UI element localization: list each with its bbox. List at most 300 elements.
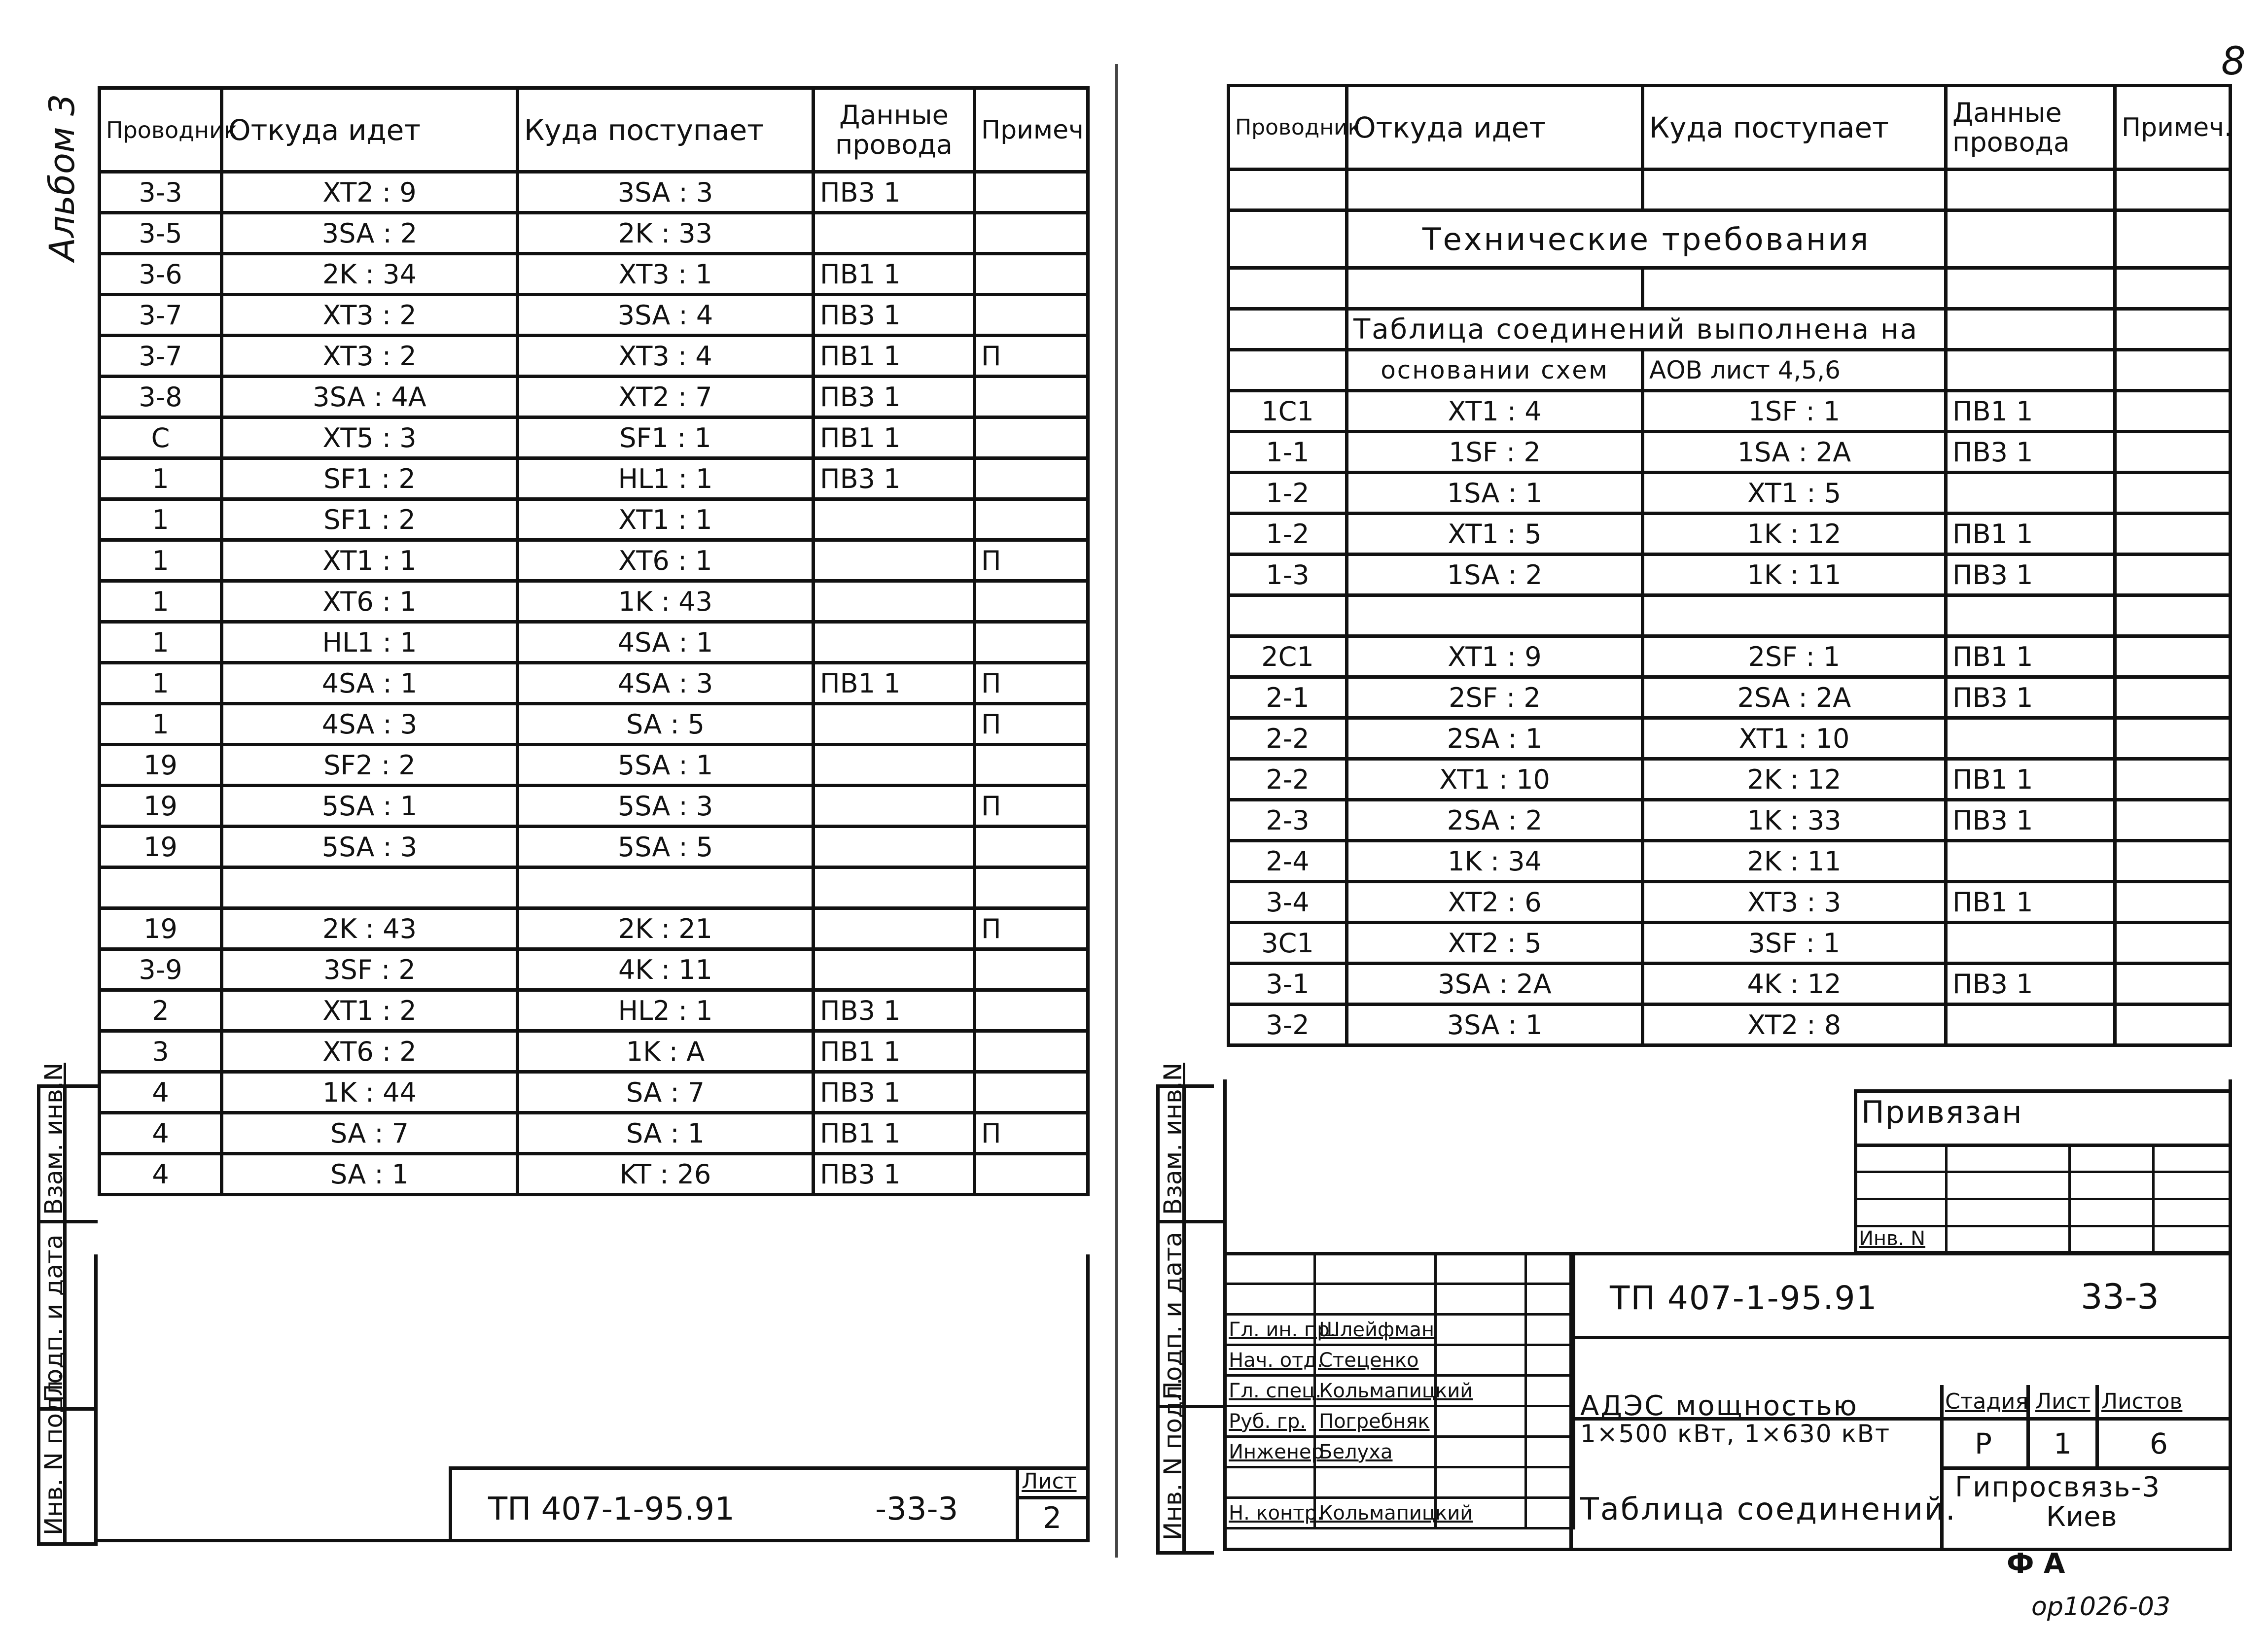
conductor-cell: 1 xyxy=(100,499,222,540)
from-cell: SA : 7 xyxy=(222,1113,518,1154)
note-cell xyxy=(975,499,1088,540)
signature-cell xyxy=(1436,1437,1526,1467)
note-cell xyxy=(2115,964,2231,1005)
doc-title: Таблица соединений. xyxy=(1580,1491,1957,1527)
table-row xyxy=(100,745,1088,786)
from-cell xyxy=(1347,595,1643,636)
table-row xyxy=(100,581,1088,622)
wire-cell: ПВ3 1 xyxy=(814,1072,975,1113)
note-line-2b: АОВ лист 4,5,6 xyxy=(1643,350,1946,391)
to-cell: 1K : 12 xyxy=(1643,514,1946,555)
note-cell xyxy=(975,1154,1088,1195)
wire-cell: ПВ1 1 xyxy=(814,1113,975,1154)
conductor-cell: 1 xyxy=(100,704,222,745)
to-cell xyxy=(1643,595,1946,636)
left-header-wire: Данные провода xyxy=(814,88,975,172)
table-row xyxy=(100,458,1088,499)
conductor-cell: 19 xyxy=(100,827,222,868)
from-cell xyxy=(222,868,518,908)
signer-row xyxy=(1225,1437,1574,1467)
left-header-conductor: Проводник xyxy=(100,88,222,172)
note-cell: П xyxy=(975,908,1088,949)
signer-row xyxy=(1225,1345,1574,1376)
from-cell: 1K : 34 xyxy=(1347,841,1643,882)
conductor-cell: 2-3 xyxy=(1229,800,1347,841)
table-row xyxy=(1229,432,2231,473)
left-stamp-sheet: 2 xyxy=(1043,1501,1062,1535)
from-cell: XT5 : 3 xyxy=(222,417,518,458)
signature-cell xyxy=(1436,1315,1526,1345)
wire-cell: ПВ1 1 xyxy=(1946,882,2115,923)
right-side-label-inv: Инв. N подл. xyxy=(1159,1377,1187,1540)
from-cell: SF1 : 2 xyxy=(222,458,518,499)
signer-name: Белуха xyxy=(1315,1437,1436,1467)
conductor-cell: 2-2 xyxy=(1229,718,1347,759)
wire-cell: ПВ3 1 xyxy=(1946,964,2115,1005)
left-header-from: Откуда идет xyxy=(222,88,518,172)
date-cell xyxy=(1526,1376,1574,1406)
to-cell: XT6 : 1 xyxy=(518,540,814,581)
note-cell xyxy=(2115,923,2231,964)
wire-cell xyxy=(814,868,975,908)
table-row xyxy=(100,1113,1088,1154)
tech-requirements: Технические требования xyxy=(1347,210,1946,268)
note-cell: П xyxy=(975,540,1088,581)
table-row xyxy=(100,336,1088,377)
project-mark: 33-3 xyxy=(2081,1277,2159,1317)
wire-cell: ПВ3 1 xyxy=(1946,800,2115,841)
table-row xyxy=(100,622,1088,663)
to-cell: 1SF : 1 xyxy=(1643,391,1946,432)
signer-row xyxy=(1225,1498,1574,1528)
stage-value: Р xyxy=(1975,1427,1992,1460)
note-cell xyxy=(975,1072,1088,1113)
left-header-to: Куда поступает xyxy=(518,88,814,172)
note-cell: П xyxy=(975,336,1088,377)
from-cell: XT1 : 2 xyxy=(222,990,518,1031)
from-cell: 5SA : 3 xyxy=(222,827,518,868)
note-cell xyxy=(975,949,1088,990)
note-cell xyxy=(2115,882,2231,923)
from-cell: 2K : 43 xyxy=(222,908,518,949)
note-cell xyxy=(975,458,1088,499)
note-cell xyxy=(2115,432,2231,473)
table-row xyxy=(1229,964,2231,1005)
table-row xyxy=(1229,718,2231,759)
conductor-cell: 3-5 xyxy=(100,213,222,254)
signer-role: Нач. отд. xyxy=(1225,1345,1315,1376)
org-line-1: Гипросвязь-3 xyxy=(1955,1471,2161,1503)
right-side-label-sign: Подп. и дата xyxy=(1159,1232,1187,1400)
wire-cell xyxy=(814,499,975,540)
doc-title-line-1: АДЭС мощностью xyxy=(1580,1390,1858,1422)
wire-cell: ПВ1 1 xyxy=(1946,514,2115,555)
table-row xyxy=(100,868,1088,908)
to-cell: 5SA : 3 xyxy=(518,786,814,827)
from-cell: XT1 : 5 xyxy=(1347,514,1643,555)
table-row xyxy=(100,663,1088,704)
from-cell: 3SA : 1 xyxy=(1347,1005,1643,1045)
from-cell: 3SA : 2A xyxy=(1347,964,1643,1005)
date-cell xyxy=(1526,1467,1574,1498)
to-cell: 1K : 11 xyxy=(1643,555,1946,595)
table-row xyxy=(100,254,1088,295)
wire-cell xyxy=(1946,473,2115,514)
left-side-label-inv: Инв. N подл. xyxy=(39,1372,68,1535)
table-row xyxy=(100,499,1088,540)
to-cell: 4SA : 3 xyxy=(518,663,814,704)
from-cell: 2K : 34 xyxy=(222,254,518,295)
note-cell xyxy=(2115,841,2231,882)
note-cell xyxy=(975,417,1088,458)
right-side-label-replace: Взам. инв.N xyxy=(1159,1063,1187,1215)
table-row xyxy=(1229,473,2231,514)
to-cell: 1K : A xyxy=(518,1031,814,1072)
from-cell: XT2 : 9 xyxy=(222,172,518,213)
signer-role: Н. контр. xyxy=(1225,1498,1315,1528)
doc-title-line-2: 1×500 кВт, 1×630 кВт xyxy=(1580,1420,1891,1448)
footer-code: ор1026-03 xyxy=(2031,1592,2171,1622)
wire-cell xyxy=(814,827,975,868)
to-cell: 2SF : 1 xyxy=(1643,636,1946,677)
sheet-label: Лист xyxy=(2035,1389,2091,1414)
conductor-cell: 1-3 xyxy=(1229,555,1347,595)
to-cell: 4K : 11 xyxy=(518,949,814,990)
right-connection-table xyxy=(1227,84,2232,1047)
note-cell xyxy=(975,990,1088,1031)
to-cell: 2K : 11 xyxy=(1643,841,1946,882)
to-cell: 1K : 43 xyxy=(518,581,814,622)
stage-label: Стадия xyxy=(1945,1389,2028,1414)
left-header-note: Примеч. xyxy=(975,88,1088,172)
wire-cell xyxy=(814,704,975,745)
table-row xyxy=(100,786,1088,827)
conductor-cell: 3C1 xyxy=(1229,923,1347,964)
wire-cell xyxy=(814,540,975,581)
album-label: Альбом 3 xyxy=(42,94,82,261)
table-row xyxy=(100,704,1088,745)
conductor-cell xyxy=(1229,595,1347,636)
table-row xyxy=(100,949,1088,990)
table-row xyxy=(1229,882,2231,923)
wire-cell xyxy=(814,949,975,990)
wire-cell xyxy=(814,908,975,949)
to-cell: 4SA : 1 xyxy=(518,622,814,663)
to-cell: SA : 7 xyxy=(518,1072,814,1113)
table-row xyxy=(100,417,1088,458)
table-row xyxy=(1229,514,2231,555)
conductor-cell: 1-2 xyxy=(1229,514,1347,555)
left-stamp-sheet-label: Лист xyxy=(1022,1469,1077,1494)
conductor-cell: 19 xyxy=(100,786,222,827)
conductor-cell: 4 xyxy=(100,1154,222,1195)
sheets-value: 6 xyxy=(2150,1427,2168,1460)
note-cell xyxy=(975,1031,1088,1072)
left-side-label-sign: Подп. и дата xyxy=(39,1234,68,1402)
wire-cell xyxy=(1946,841,2115,882)
left-connection-table xyxy=(98,86,1090,1196)
wire-cell: ПВ1 1 xyxy=(814,254,975,295)
conductor-cell: 1 xyxy=(100,581,222,622)
conductor-cell: C xyxy=(100,417,222,458)
conductor-cell: 3-3 xyxy=(100,172,222,213)
from-cell: 4SA : 3 xyxy=(222,704,518,745)
note-cell xyxy=(975,254,1088,295)
org-line-2: Киев xyxy=(2046,1501,2117,1533)
conductor-cell: 3-4 xyxy=(1229,882,1347,923)
right-header-to: Куда поступает xyxy=(1643,86,1946,170)
wire-cell xyxy=(1946,718,2115,759)
note-cell: П xyxy=(975,704,1088,745)
table-row xyxy=(1229,636,2231,677)
right-header-note: Примеч. xyxy=(2115,86,2231,170)
from-cell: 3SA : 2 xyxy=(222,213,518,254)
table-row xyxy=(100,540,1088,581)
to-cell: SA : 5 xyxy=(518,704,814,745)
signer-name: Кольмапицкий xyxy=(1315,1376,1436,1406)
date-cell xyxy=(1526,1437,1574,1467)
table-row xyxy=(100,1031,1088,1072)
wire-cell: ПВ1 1 xyxy=(1946,636,2115,677)
table-row xyxy=(1229,1005,2231,1045)
note-cell xyxy=(2115,677,2231,718)
date-cell xyxy=(1526,1345,1574,1376)
wire-cell xyxy=(1946,1005,2115,1045)
from-cell: XT1 : 10 xyxy=(1347,759,1643,800)
to-cell: XT3 : 4 xyxy=(518,336,814,377)
conductor-cell: 3-1 xyxy=(1229,964,1347,1005)
signature-cell xyxy=(1436,1406,1526,1437)
from-cell: 1SA : 1 xyxy=(1347,473,1643,514)
table-row xyxy=(100,827,1088,868)
table-row xyxy=(100,377,1088,417)
wire-cell xyxy=(814,622,975,663)
table-row xyxy=(1229,923,2231,964)
note-cell xyxy=(975,172,1088,213)
table-row xyxy=(1229,841,2231,882)
wire-cell: ПВ1 1 xyxy=(1946,759,2115,800)
conductor-cell: 4 xyxy=(100,1072,222,1113)
conductor-cell: 1 xyxy=(100,458,222,499)
wire-cell xyxy=(814,213,975,254)
to-cell: 5SA : 5 xyxy=(518,827,814,868)
to-cell: XT1 : 1 xyxy=(518,499,814,540)
table-row xyxy=(100,1072,1088,1113)
note-cell xyxy=(975,295,1088,336)
from-cell: SA : 1 xyxy=(222,1154,518,1195)
to-cell: XT2 : 7 xyxy=(518,377,814,417)
table-row xyxy=(1229,677,2231,718)
signer-name: Стеценко xyxy=(1315,1345,1436,1376)
note-line-2a: основании схем xyxy=(1347,350,1643,391)
from-cell: 3SF : 2 xyxy=(222,949,518,990)
from-cell: XT3 : 2 xyxy=(222,336,518,377)
to-cell: XT1 : 5 xyxy=(1643,473,1946,514)
from-cell: HL1 : 1 xyxy=(222,622,518,663)
to-cell: 4K : 12 xyxy=(1643,964,1946,1005)
note-cell xyxy=(975,868,1088,908)
note-cell xyxy=(975,827,1088,868)
to-cell: XT3 : 3 xyxy=(1643,882,1946,923)
from-cell: 1SF : 2 xyxy=(1347,432,1643,473)
wire-cell xyxy=(814,745,975,786)
note-cell xyxy=(2115,800,2231,841)
to-cell: 2K : 21 xyxy=(518,908,814,949)
from-cell: 2SA : 2 xyxy=(1347,800,1643,841)
signer-role: Гл. ин. пр. xyxy=(1225,1315,1315,1345)
conductor-cell: 2-4 xyxy=(1229,841,1347,882)
to-cell: KT : 26 xyxy=(518,1154,814,1195)
note-cell xyxy=(975,745,1088,786)
wire-cell: ПВ1 1 xyxy=(814,336,975,377)
wire-cell: ПВ3 1 xyxy=(814,1154,975,1195)
table-row xyxy=(100,990,1088,1031)
note-cell: П xyxy=(975,663,1088,704)
signer-name: Шлейфман xyxy=(1315,1315,1436,1345)
from-cell: XT1 : 4 xyxy=(1347,391,1643,432)
conductor-cell: 3-7 xyxy=(100,336,222,377)
from-cell: 5SA : 1 xyxy=(222,786,518,827)
conductor-cell: 3-6 xyxy=(100,254,222,295)
to-cell: 1SA : 2A xyxy=(1643,432,1946,473)
wire-cell: ПВ1 1 xyxy=(1946,391,2115,432)
note-cell xyxy=(2115,718,2231,759)
from-cell: XT3 : 2 xyxy=(222,295,518,336)
conductor-cell: 3 xyxy=(100,1031,222,1072)
wire-cell: ПВ3 1 xyxy=(1946,555,2115,595)
from-cell: 3SA : 4A xyxy=(222,377,518,417)
note-cell xyxy=(2115,391,2231,432)
table-row xyxy=(1229,800,2231,841)
wire-cell: ПВ1 1 xyxy=(814,1031,975,1072)
wire-cell xyxy=(814,581,975,622)
from-cell: XT2 : 5 xyxy=(1347,923,1643,964)
table-row xyxy=(1229,555,2231,595)
table-row xyxy=(1229,759,2231,800)
conductor-cell: 1 xyxy=(100,622,222,663)
date-cell xyxy=(1526,1406,1574,1437)
to-cell xyxy=(518,868,814,908)
wire-cell: ПВ1 1 xyxy=(814,663,975,704)
conductor-cell: 3-2 xyxy=(1229,1005,1347,1045)
note-cell xyxy=(975,581,1088,622)
sheets-label: Листов xyxy=(2101,1389,2183,1414)
from-cell: SF2 : 2 xyxy=(222,745,518,786)
conductor-cell: 2C1 xyxy=(1229,636,1347,677)
note-cell xyxy=(975,213,1088,254)
wire-cell: ПВ3 1 xyxy=(1946,432,2115,473)
conductor-cell: 2 xyxy=(100,990,222,1031)
note-cell xyxy=(2115,636,2231,677)
from-cell: 1SA : 2 xyxy=(1347,555,1643,595)
from-cell: XT6 : 1 xyxy=(222,581,518,622)
left-side-label-replace: Взам. инв.N xyxy=(39,1063,68,1215)
wire-cell xyxy=(814,786,975,827)
from-cell: XT1 : 9 xyxy=(1347,636,1643,677)
to-cell: 3SF : 1 xyxy=(1643,923,1946,964)
to-cell: SA : 1 xyxy=(518,1113,814,1154)
signer-row xyxy=(1225,1376,1574,1406)
table-row xyxy=(1229,391,2231,432)
table-row xyxy=(100,1154,1088,1195)
table-row xyxy=(100,908,1088,949)
table-row xyxy=(100,295,1088,336)
right-header-wire: Данные провода xyxy=(1946,86,2115,170)
to-cell: 3SA : 4 xyxy=(518,295,814,336)
date-cell xyxy=(1526,1315,1574,1345)
conductor-cell: 1 xyxy=(100,540,222,581)
conductor-cell: 1C1 xyxy=(1229,391,1347,432)
conductor-cell: 4 xyxy=(100,1113,222,1154)
conductor-cell: 3-9 xyxy=(100,949,222,990)
left-stamp-code: ТП 407-1-95.91 xyxy=(488,1491,735,1527)
privyazan-label: Привязан xyxy=(1861,1094,2023,1130)
note-cell xyxy=(975,622,1088,663)
wire-cell: ПВ1 1 xyxy=(814,417,975,458)
from-cell: 1K : 44 xyxy=(222,1072,518,1113)
signer-role xyxy=(1225,1467,1315,1498)
signature-cell xyxy=(1436,1345,1526,1376)
to-cell: 2SA : 2A xyxy=(1643,677,1946,718)
conductor-cell: 19 xyxy=(100,745,222,786)
conductor-cell: 2-2 xyxy=(1229,759,1347,800)
signers-table xyxy=(1223,1252,1575,1529)
right-header-from: Откуда идет xyxy=(1347,86,1643,170)
conductor-cell: 1-1 xyxy=(1229,432,1347,473)
from-cell: 2SA : 1 xyxy=(1347,718,1643,759)
note-cell xyxy=(2115,473,2231,514)
wire-cell xyxy=(1946,595,2115,636)
note-cell xyxy=(2115,514,2231,555)
right-header-conductor: Проводник xyxy=(1229,86,1347,170)
inv-no-label: Инв. N xyxy=(1859,1227,1925,1250)
table-row xyxy=(1229,595,2231,636)
wire-cell: ПВ3 1 xyxy=(814,172,975,213)
signer-role: Инженер xyxy=(1225,1437,1315,1467)
table-row xyxy=(100,172,1088,213)
to-cell: HL2 : 1 xyxy=(518,990,814,1031)
to-cell: 5SA : 1 xyxy=(518,745,814,786)
from-cell: XT2 : 6 xyxy=(1347,882,1643,923)
from-cell: XT1 : 1 xyxy=(222,540,518,581)
conductor-cell: 3-8 xyxy=(100,377,222,417)
signer-role: Гл. спец. xyxy=(1225,1376,1315,1406)
signature-cell xyxy=(1436,1467,1526,1498)
note-cell xyxy=(975,377,1088,417)
left-stamp-mark: -33-3 xyxy=(875,1491,958,1527)
format-label: Ф А xyxy=(2007,1548,2065,1580)
date-cell xyxy=(1526,1498,1574,1528)
signer-name xyxy=(1315,1467,1436,1498)
conductor-cell: 2-1 xyxy=(1229,677,1347,718)
signer-name: Погребняк xyxy=(1315,1406,1436,1437)
project-code: ТП 407-1-95.91 xyxy=(1610,1279,1878,1317)
note-cell: П xyxy=(975,1113,1088,1154)
wire-cell: ПВ3 1 xyxy=(1946,677,2115,718)
to-cell: XT3 : 1 xyxy=(518,254,814,295)
note-cell: П xyxy=(975,786,1088,827)
to-cell: 2K : 12 xyxy=(1643,759,1946,800)
to-cell: 2K : 33 xyxy=(518,213,814,254)
note-cell xyxy=(2115,555,2231,595)
wire-cell: ПВ3 1 xyxy=(814,458,975,499)
wire-cell: ПВ3 1 xyxy=(814,990,975,1031)
note-line-1: Таблица соединений выполнена на xyxy=(1347,309,1946,350)
signer-role: Руб. гр. xyxy=(1225,1406,1315,1437)
note-cell xyxy=(2115,759,2231,800)
signer-name: Кольмапицкий xyxy=(1315,1498,1436,1528)
page-number: 8 xyxy=(2221,39,2246,84)
